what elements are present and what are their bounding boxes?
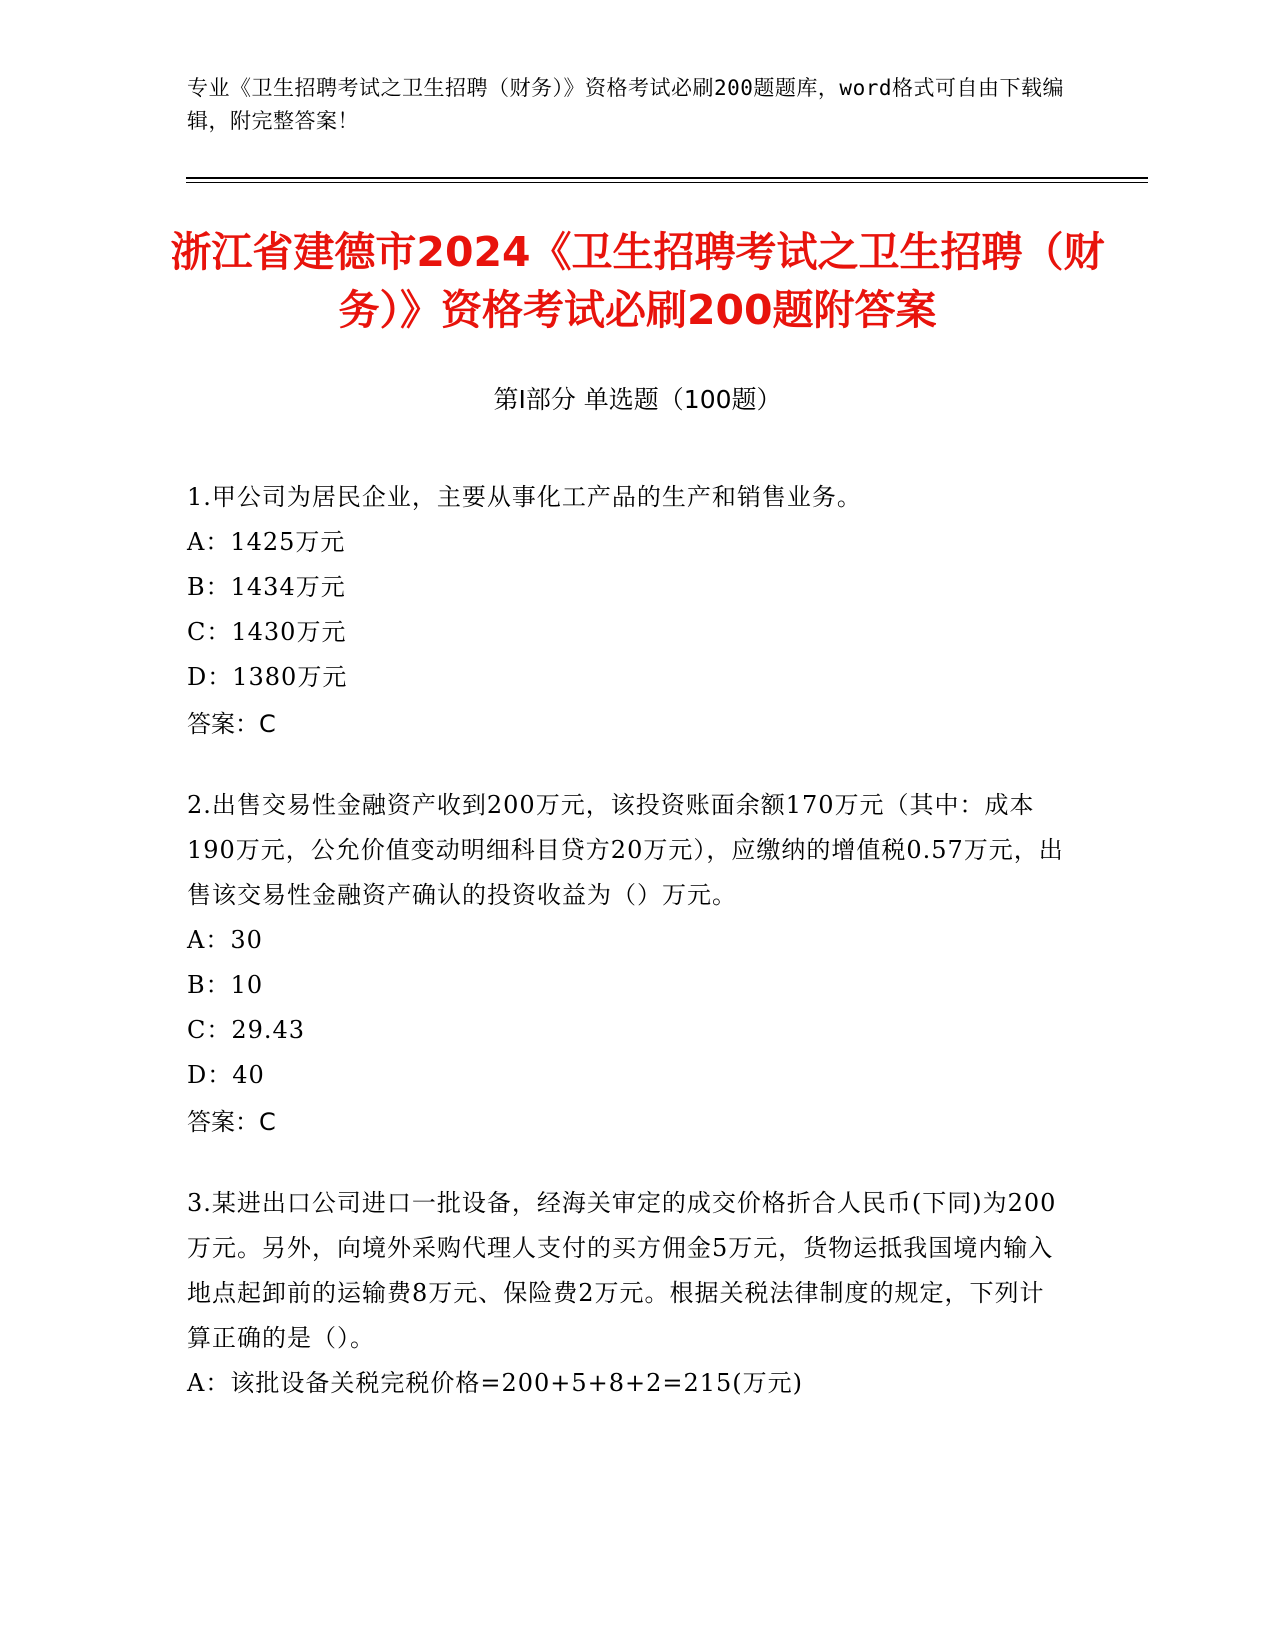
question-2 <box>187 783 1067 1145</box>
option-c: C：1430万元 <box>187 618 347 646</box>
option-b: B：10 <box>187 971 264 999</box>
question-1 <box>187 475 1067 747</box>
option-a: A：该批设备关税完税价格=200+5+8+2=215(万元) <box>187 1369 804 1397</box>
option-c: C：29.43 <box>187 1016 306 1044</box>
option-d: D：1380万元 <box>187 663 348 691</box>
option-b: B：1434万元 <box>187 573 346 601</box>
question-stem: 1.甲公司为居民企业，主要从事化工产品的生产和销售业务。 <box>187 483 862 511</box>
question-list <box>187 475 1067 1442</box>
header-note: 专业《卫生招聘考试之卫生招聘（财务）》资格考试必刷200题题库，word格式可自由下载编辑，附完整答案！ <box>187 76 1064 133</box>
option-a: A：1425万元 <box>187 528 346 556</box>
question-stem: 3.某进出口公司进口一批设备，经海关审定的成交价格折合人民币(下同)为200万元。另外，向境外采购代理人支付的买方佣金5万元，货物运抵我国境内输入地点起卸前的运输费8万元、保险费2万元。根据关税法律制度的规定，下列计算正确的是（）。 <box>187 1189 1057 1352</box>
question-3 <box>187 1181 1067 1406</box>
answer-label: 答案：C <box>187 1108 276 1136</box>
option-a: A：30 <box>187 926 263 954</box>
header-divider-thin <box>186 182 1148 183</box>
section-title: 第Ⅰ部分 单选题（100题） <box>493 385 782 414</box>
answer-label: 答案：C <box>187 710 276 738</box>
header-divider-thick <box>186 177 1148 179</box>
question-stem: 2.出售交易性金融资产收到200万元，该投资账面余额170万元（其中：成本190万元，公允价值变动明细科目贷方20万元），应缴纳的增值税0.57万元，出售该交易性金融资产确认的投资收益为（）万元。 <box>187 791 1064 909</box>
document-title: 浙江省建德市2024《卫生招聘考试之卫生招聘（财务）》资格考试必刷200题附答案 <box>170 228 1105 334</box>
option-d: D：40 <box>187 1061 265 1089</box>
